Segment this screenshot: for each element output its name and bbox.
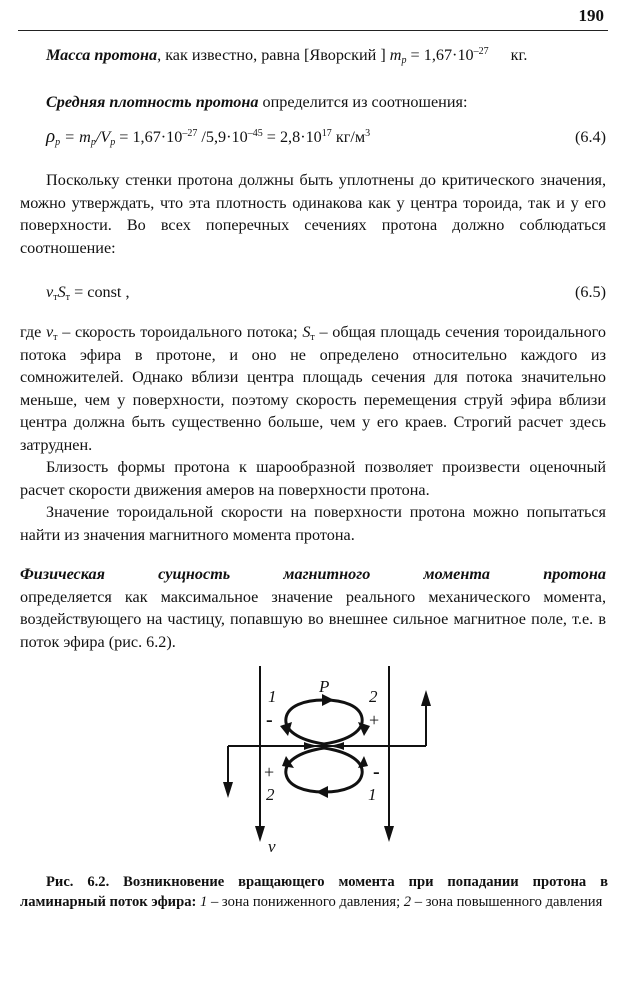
para5-text: определяется как максимальное значение реального механического момента, воздействующего на частицу, попавшую во внешнее сильное магнитное поле, т.е. в поток эфира (рис. 6.2). bbox=[20, 587, 606, 651]
mass-value: = 1,67·10 bbox=[406, 46, 474, 64]
density-intro-line bbox=[46, 92, 467, 112]
eq65-s-sub: т bbox=[65, 292, 71, 303]
label-1-bottom: 1 bbox=[368, 785, 377, 804]
equation-number-6-5: (6.5) bbox=[574, 283, 606, 301]
lower-loop-arrow-icon bbox=[316, 786, 328, 798]
caption-num-1: 1 bbox=[196, 894, 208, 910]
density-term: Средняя плотность протона bbox=[46, 93, 259, 111]
para2-v: v bbox=[45, 323, 54, 341]
mass-exponent: –27 bbox=[473, 46, 489, 57]
para2-start: где bbox=[20, 323, 46, 341]
mass-var: m bbox=[389, 46, 402, 64]
label-2-bottom: 2 bbox=[266, 785, 275, 804]
label-p: P bbox=[319, 677, 330, 696]
equation-number-6-4: (6.4) bbox=[574, 128, 606, 146]
mass-var-sub: p bbox=[401, 55, 407, 66]
paragraph-1 bbox=[20, 169, 606, 259]
eq65-s: S bbox=[57, 283, 66, 301]
eq64-exp1: –27 bbox=[182, 128, 198, 139]
caption-text bbox=[20, 872, 608, 912]
para2-v-sub: т bbox=[53, 332, 58, 343]
upper-vortex-loop bbox=[286, 700, 362, 744]
paragraph-1-text: Поскольку стенки протона должны быть уплотнены до критического значения, можно утверждать, что эта плотность одинакова как у центра тороида, так и у его поверхности. Во всех поперечных сечениях протона должно соблюдаться соотношение: bbox=[20, 171, 606, 257]
page-number: 190 bbox=[578, 6, 604, 25]
lower-vortex-loop bbox=[286, 748, 362, 792]
density-intro-text: определится из соотношения: bbox=[258, 93, 468, 111]
far-left-arrow-icon bbox=[223, 782, 233, 798]
eq64-exp3: 17 bbox=[321, 128, 332, 139]
equation-6-4 bbox=[46, 127, 370, 147]
eq65-v: v bbox=[46, 283, 54, 301]
eq65-v-sub: т bbox=[53, 292, 58, 303]
lower-left-arrow-icon bbox=[282, 756, 294, 768]
label-1-top: 1 bbox=[268, 687, 277, 706]
proton-mass-line bbox=[46, 45, 527, 65]
figure-caption bbox=[20, 872, 608, 912]
rho-symbol: ρ bbox=[46, 126, 56, 147]
eq64-unit-exp: 3 bbox=[365, 128, 371, 139]
paragraph-5 bbox=[20, 563, 606, 653]
rho-sub: p bbox=[55, 137, 61, 148]
para2-s-sub: т bbox=[310, 332, 315, 343]
eq64-val1: = 1,67·10 bbox=[115, 128, 183, 146]
eq64-v: /V bbox=[95, 128, 111, 146]
caption-title: Рис. 6.2. Возникновение вращающего момента при попадании протона в ламинарный поток эфира: bbox=[20, 874, 608, 910]
paragraph-5-text bbox=[20, 563, 606, 653]
paragraph-3: Близость формы протона к шарообразной позволяет произвести оценочный расчет скорости движения амеров на поверхности протона. bbox=[20, 458, 606, 499]
header-rule bbox=[18, 30, 608, 31]
eq64-val2: /5,9·10 bbox=[197, 128, 248, 146]
label-minus-top: - bbox=[266, 709, 273, 731]
paragraph-4: Значение тороидальной скорости на поверхности протона можно попытаться найти из значения магнитного момента протона. bbox=[20, 503, 606, 544]
left-flow-arrow-icon bbox=[255, 826, 265, 842]
magnetic-moment-term: Физическая сущность магнитного момента протона bbox=[20, 565, 606, 583]
caption-text-1: – зона пониженного давления; bbox=[207, 894, 404, 910]
eq64-m: = m bbox=[60, 128, 91, 146]
equation-6-5 bbox=[46, 282, 130, 302]
figure-6-2-diagram bbox=[218, 658, 448, 858]
paragraphs-2-4 bbox=[20, 321, 606, 546]
label-2-top: 2 bbox=[369, 687, 378, 706]
para2-mid: – скорость тороидального потока; bbox=[57, 323, 303, 341]
para2-s: S bbox=[302, 323, 311, 341]
label-plus-top: + bbox=[369, 710, 380, 730]
caption-num-2: 2 bbox=[403, 894, 412, 910]
eq65-rest: = const , bbox=[70, 283, 130, 301]
eq64-result: = 2,8·10 bbox=[262, 128, 322, 146]
caption-text-2: – зона повышенного давления bbox=[411, 894, 603, 910]
eq64-exp2: –45 bbox=[247, 128, 263, 139]
far-right-arrow-icon bbox=[421, 690, 431, 706]
mass-unit: кг. bbox=[510, 46, 528, 64]
eq64-unit: кг/м bbox=[331, 128, 366, 146]
eq64-m-sub: p bbox=[90, 137, 96, 148]
para2-end: – общая площадь сечения тороидального потока эфира в протоне, и оно не определено относительно каждого из сомножителей. Однако вблизи центра площадь сечения для потока значительно меньше, чем у поверхности, поэтому скорость перемещения струй эфира вблизи центра должна быть существенно больше, чем у его краев. Строгий расчет здесь затруднен. bbox=[20, 323, 607, 454]
proton-mass-text: , как известно, равна [Яворский ] bbox=[157, 46, 390, 64]
right-flow-arrow-icon bbox=[384, 826, 394, 842]
paragraph-2 bbox=[20, 321, 606, 456]
proton-mass-term: Масса протона bbox=[46, 46, 158, 64]
eq64-v-sub: p bbox=[110, 137, 116, 148]
label-minus-bottom: - bbox=[373, 761, 380, 783]
label-v: v bbox=[268, 837, 276, 856]
label-plus-bottom: + bbox=[264, 762, 275, 782]
